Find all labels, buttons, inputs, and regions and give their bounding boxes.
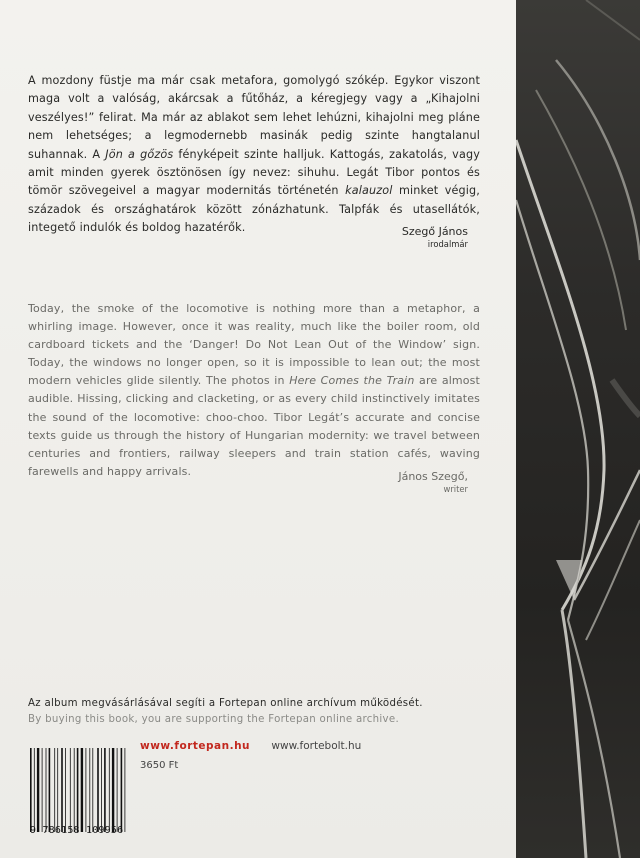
- hungarian-signature: [402, 225, 468, 251]
- railway-tracks-image: [516, 0, 640, 858]
- english-paragraph: [28, 300, 480, 481]
- signature-name: Szegő János: [401, 225, 468, 238]
- barcode-bar: [46, 748, 47, 832]
- barcode-bar: [49, 748, 51, 832]
- english-book-title: Here Comes the Train: [289, 374, 415, 388]
- hungarian-text-3: minket végig, századok és országhatárok között zónázhatunk. Talpfák és utasellátók, integető indulók és boldog hazatérők.: [28, 184, 480, 235]
- signature-role: irodalmár: [427, 239, 468, 249]
- hungarian-paragraph: [28, 72, 480, 238]
- barcode-bar: [42, 748, 43, 832]
- signature-role: writer: [443, 484, 468, 494]
- fortebolt-link[interactable]: www.fortebolt.hu: [271, 740, 362, 752]
- barcode-bar: [61, 748, 63, 832]
- barcode-bar: [125, 748, 126, 832]
- hungarian-blurb: [28, 72, 480, 238]
- barcode-bar: [97, 748, 99, 832]
- barcode-bar: [57, 748, 58, 832]
- english-text-2: are almost audible. Hissing, clicking and clacketing, or as every child instinctively imitates the sound of the locomotive: choo-choo. Tibor Legát’s accurate and concise texts guide us through the history of Hungarian modernity: we travel between centuries and frontiers, railway sleepers and train station cafés, waving farewells and happy arrivals.: [28, 374, 481, 478]
- english-text-1: Today, the smoke of the locomotive is nothing more than a metaphor, a whirling image. However, once it was reality, much like the boiler room, old cardboard tickets and the ‘Danger! Do Not Lean Out of the Window’ sign. Today, the windows no longer open, so it is impossible to lean out; the most modern vehicles glide silently. The photos in: [28, 302, 480, 388]
- railway-tracks-photo: [516, 0, 640, 858]
- barcode-bar: [121, 748, 123, 832]
- barcode-bar: [81, 748, 83, 832]
- support-english: By buying this book, you are supporting the Fortepan online archive.: [28, 714, 399, 725]
- barcode-bar: [92, 748, 93, 832]
- barcode-bar: [70, 748, 71, 832]
- signature-name: János Szegő,: [398, 470, 468, 483]
- barcode-bar: [54, 748, 55, 832]
- website-links: [140, 740, 361, 752]
- barcode-bar: [37, 748, 39, 832]
- barcode-bar: [34, 748, 35, 832]
- support-note: [28, 696, 423, 728]
- isbn-digits: 9 786158 109956: [30, 825, 124, 836]
- barcode-bar: [86, 748, 87, 832]
- support-hungarian: Az album megvásárlásával segíti a Fortepan online archívum működését.: [28, 698, 423, 709]
- english-blurb: [28, 300, 480, 481]
- barcode-bar: [112, 748, 114, 832]
- barcode-bar: [30, 748, 32, 832]
- hungarian-text-2: fényképeit szinte halljuk. Kattogás, zakatolás, vagy amit minden gyerek ösztönösen így nevez: sihuhu. Legát Tibor pontos és tömör szövegeivel a magyar modernitás történetén: [28, 147, 480, 198]
- english-signature: [398, 470, 468, 496]
- hungarian-italic-word: kalauzol: [345, 184, 393, 198]
- barcode-bar: [65, 748, 66, 832]
- price: 3650 Ft: [140, 760, 179, 771]
- fortepan-link[interactable]: www.fortepan.hu: [140, 740, 251, 752]
- barcode-bar: [104, 748, 106, 832]
- barcode-bar: [77, 748, 79, 832]
- barcode-bar: [74, 748, 75, 832]
- barcode-bar: [89, 748, 90, 832]
- barcode-bar: [101, 748, 102, 832]
- barcode-bar: [117, 748, 118, 832]
- barcode-bar: [109, 748, 110, 832]
- hungarian-text-1: A mozdony füstje ma már csak metafora, gomolygó szókép. Egykor viszont maga volt a valóság, akárcsak a fűtőház, a kéregjegy vagy a „Kihajolni veszélyes!” felirat. Ma már az ablakot sem lehet lehúzni, kihajolni meg pláne nem lehetséges; a legmodernebb masinák pedig szinte hangtalanul suhannak. A: [28, 74, 480, 161]
- hungarian-book-title: Jön a gőzös: [105, 147, 174, 161]
